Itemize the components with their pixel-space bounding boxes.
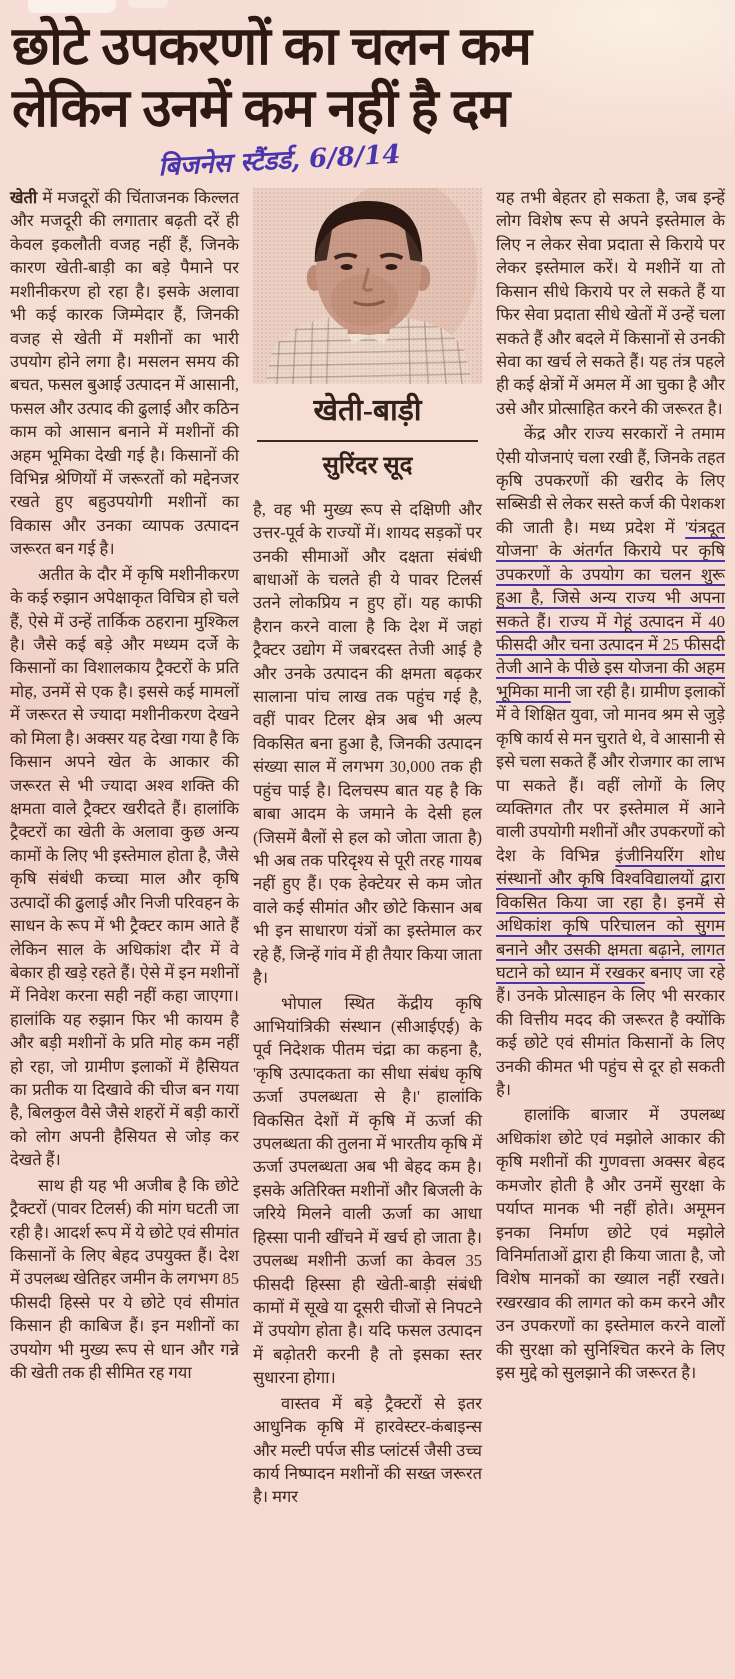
pen-underlined-text: इंजीनियरिंग शोध संस्थानों और कृषि विश्वविद्यालयों द्वारा विकसित किया जा रहा है। इनमें से अधिकांश कृषि परिचालन को सुगम बनाने और उसकी क्षमता बढ़ाने, लागत घटाने को ध्यान में रखकर: [496, 845, 725, 982]
article-paragraph: [253, 1392, 482, 1509]
author-photo: [253, 188, 482, 384]
article-paragraph: [496, 422, 725, 1101]
article-paragraph: [496, 1103, 725, 1384]
text-run: अतीत के दौर में कृषि मशीनीकरण के कई रुझान अपेक्षाकृत विचित्र हो चले हैं, ऐसे में उन्हें तार्किक ठहराना मुश्किल है। जैसे कई बड़े और मध्यम दर्जे के किसानों का विशालकाय ट्रैक्टरों के प्रति मोह, उनमें से एक है। इससे कई मामलों में जरूरत से ज्यादा मशीनीकरण देखने को मिला है। अक्सर यह देखा गया है कि किसान अपने खेत के आकार की जरूरत से भी ज्यादा अश्व शक्ति की क्षमता वाले ट्रैक्टर खरीदते हैं। हालांकि ट्रैक्टरों का खेती के अलावा कुछ अन्य कामों के लिए भी इस्तेमाल होता है, जैसे कृषि संबंधी कच्चा माल और कृषि उत्पादों की ढुलाई और निजी परिवहन के साधन के रूप में भी ट्रैक्टर काम आते हैं लेकिन साल के अधिकांश दौर में वे बेकार ही खड़े रहते हैं। ऐसे में इन मशीनों में निवेश करना सही नहीं कहा जाएगा। हालांकि यह रुझान फिर भी कायम है और बड़ी मशीनों के प्रति मोह कम नहीं हो रहा, जो ग्रामीण इलाकों में हैसियत का प्रतीक या दिखावे की चीज बन गया है, बिलकुल वैसे जैसे शहरों में बड़ी कारों को लोग अपनी हैसियत से जोड़ कर देखते हैं।: [10, 564, 239, 1170]
text-run: साथ ही यह भी अजीब है कि छोटे ट्रैक्टरों (पावर टिलर्स) की मांग घटती जा रही है। आदर्श रूप में ये छोटे एवं सीमांत किसानों के लिए बेहद उपयुक्त हैं। देश में उपलब्ध खेतिहर जमीन के लगभग 85 फीसदी हिस्से पर ये छोटे एवं सीमांत किसान ही काबिज हैं। इन मशीनों का उपयोग भी मुख्य रूप से धान और गन्ने की खेती तक ही सीमित रह गया: [10, 1175, 239, 1383]
headline-line-1: छोटे उपकरणों का चलन कम: [12, 17, 531, 76]
text-run: यह तभी बेहतर हो सकता है, जब इन्हें लोग विशेष रूप से अपने इस्तेमाल के लिए न लेकर सेवा प्रदाता से किराये पर लेकर इस्तेमाल करें। ये मशीनें या तो किसान सीधे किराये पर ले सकते हैं या फिर सेवा प्रदाता सीधे खेतों में उन्हें चला सकते हैं और बदले में किसानों से उनकी सेवा का खर्च ले सकते हैं। यह तंत्र पहले ही कई क्षेत्रों में अमल में आ चुका है और उसे और प्रोत्साहित करने की जरूरत है।: [496, 188, 725, 418]
author-name: सुरिंदर सूद: [322, 452, 413, 479]
column-left: [10, 186, 239, 1387]
column-right: [496, 186, 725, 1387]
article-headline: [0, 0, 735, 140]
text-run: हालांकि बाजार में उपलब्ध अधिकांश छोटे एवं मझोले आकार की कृषि मशीनों की गुणवत्ता अक्सर बेहद कमजोर होती है और उनमें सुरक्षा के पर्याप्त मानक भी नहीं होते। अमूमन इनका निर्माण छोटे एवं मझोले विनिर्माताओं द्वारा ही किया जाता है, जो विशेष मानकों का ख्याल नहीं रखते। रखरखाव की लागत को कम करने और उन उपकरणों का इस्तेमाल करने वालों की सुरक्षा को सुनिश्चित करने के लिए इस मुद्दे को सुलझाने की जरूरत है।: [496, 1105, 725, 1383]
text-run: केंद्र और राज्य सरकारों ने तमाम ऐसी योजनाएं चला रखी हैं, जिनके तहत कृषि उपकरणों की खरीद के लिए सब्सिडी से लेकर सस्ते कर्ज की पेशकश की जाती है। मध्य प्रदेश में: [496, 424, 725, 537]
article-paragraph: [496, 186, 725, 420]
text-run: बनाए जा रहे हैं। उनके प्रोत्साहन के लिए भी सरकार की वित्तीय मदद की जरूरत है क्योंकि कई छोटे एवं सीमांत किसानों के लिए उनकी कीमत भी पहुंच से दूर हो सकती है।: [496, 962, 725, 1100]
column-middle: [253, 186, 482, 1511]
lead-word: खेती: [10, 188, 38, 207]
masthead: [0, 0, 735, 186]
headline-line-2: लेकिन उनमें कम नहीं है दम: [12, 79, 510, 138]
article-paragraph: [10, 563, 239, 1172]
article-paragraph: [10, 1174, 239, 1385]
text-run: जा रही है। ग्रामीण इलाकों में वे शिक्षित युवा, जो मानव श्रम से जुड़े कृषि कार्य से मन चुराते थे, वे आसानी से इसे चला सकते हैं और रोजगार का लाभ पा सकते हैं। वहीं लोगों के लिए व्यक्तिगत तौर पर इस्तेमाल में आने वाली उपयोगी मशीनों और उपकरणों को देश के विभिन्न: [496, 681, 725, 865]
pen-underlined-text: 'यंत्रदूत योजना' के अंतर्गत किराये पर कृषि उपकरणों के उपयोग का चलन शुरू हुआ है, जिसे अन्य राज्य भी अपना सकते हैं। राज्य में गेहूं उत्पादन में 40 फीसदी और चना उत्पादन में 25 फीसदी तेजी आने के पीछे इस योजना की अहम भूमिका मानी: [496, 517, 725, 701]
article-columns: [0, 186, 735, 1511]
article-paragraph: [253, 992, 482, 1390]
article-paragraph: [253, 498, 482, 990]
byline-rule: [257, 440, 478, 442]
article-paragraph: [10, 186, 239, 561]
text-run: में मजदूरों की चिंताजनक किल्लत और मजदूरी की लगातार बढ़ती दरें ही केवल इकलौती वजह नहीं हैं, जिनके कारण खेती-बाड़ी का बड़े पैमाने पर मशीनीकरण हो रहा है। इसके अलावा भी कई कारक जिम्मेदार हैं, जिनकी वजह से खेती में मशीनों का भारी उपयोग होने लगा है। मसलन समय की बचत, फसल बुआई उत्पादन में आसानी, फसल और उत्पाद की ढुलाई और कठिन काम को आसान बनाने में मशीनों की अहम भूमिका देखी गई है। किसानों की विभिन्न श्रेणियों में जरूरतों को मद्देनजर रखते हुए बहुउपयोगी मशीनों का विकास और उनका व्यापक उत्पादन जरूरत बन गई है।: [10, 188, 239, 559]
section-label: खेती-बाड़ी: [313, 394, 422, 427]
author-portrait-halftone-image: [253, 188, 482, 384]
handwritten-source-note: बिजनेस स्टैंडर्ड, 6/8/14: [157, 139, 402, 183]
text-run: भोपाल स्थित केंद्रीय कृषि आभियांत्रिकी संस्थान (सीआईएई) के पूर्व निदेशक पीतम चंद्रा का कहना है, 'कृषि उत्पादकता का सीधा संबंध कृषि ऊर्जा उपलब्धता से है।' हालांकि विकसित देशों में कृषि में ऊर्जा की उपलब्धता की तुलना में भारतीय कृषि में ऊर्जा उपलब्धता अब भी बेहद कम है। इसके अतिरिक्त मशीनों और बिजली के जरिये मिलने वाली ऊर्जा का आधा हिस्सा पानी खींचने में खर्च हो जाता है। उपलब्ध मशीनी ऊर्जा का केवल 35 फीसदी हिस्सा ही खेती-बाड़ी संबंधी कामों में सूखे या दूसरी चीजों से निपटने में उपयोग होता है। यदि फसल उत्पादन में बढ़ोतरी करनी है तो इसका स्तर सुधारना होगा।: [253, 993, 482, 1388]
text-run: वास्तव में बड़े ट्रैक्टरों से इतर आधुनिक कृषि में हारवेस्टर-कंबाइन्स और मल्टी पर्पज सीड प्लांटर्स जैसी उच्च कार्य निष्पादन मशीनों की सख्त जरूरत है। मगर: [253, 1393, 482, 1507]
column-middle-text: [253, 498, 482, 1509]
text-run: है, वह भी मुख्य रूप से दक्षिणी और उत्तर-पूर्व के राज्यों में। शायद सड़कों पर उनकी सीमाओं और दक्षता संबंधी बाधाओं के चलते ही ये पावर टिलर्स उतने लोकप्रिय न हुए हों। यह काफी हैरान करने वाला है कि देश में जहां ट्रैक्टर उद्योग में जबरदस्त तेजी आई है और उनके उत्पादन की क्षमता बढ़कर सालाना पांच लाख तक पहुंच गई है, वहीं पावर टिलर क्षेत्र अब भी अल्प विकसित बना हुआ है, जिनकी उत्पादन संख्या साल में लगभग 30,000 तक ही पहुंच पाई है। दिलचस्प बात यह है कि बाबा आदम के जमाने के देसी हल (जिसमें बैलों से हल को जोता जाता है) भी अब तक परिदृश्य से पूरी तरह गायब नहीं हुए हैं। एक हेक्टेयर से कम जोत वाले कई सीमांत और छोटे किसान अब भी इन साधारण यंत्रों का इस्तेमाल कर रहे हैं, जिन्हें गांव में ही तैयार किया जाता है।: [253, 499, 482, 988]
